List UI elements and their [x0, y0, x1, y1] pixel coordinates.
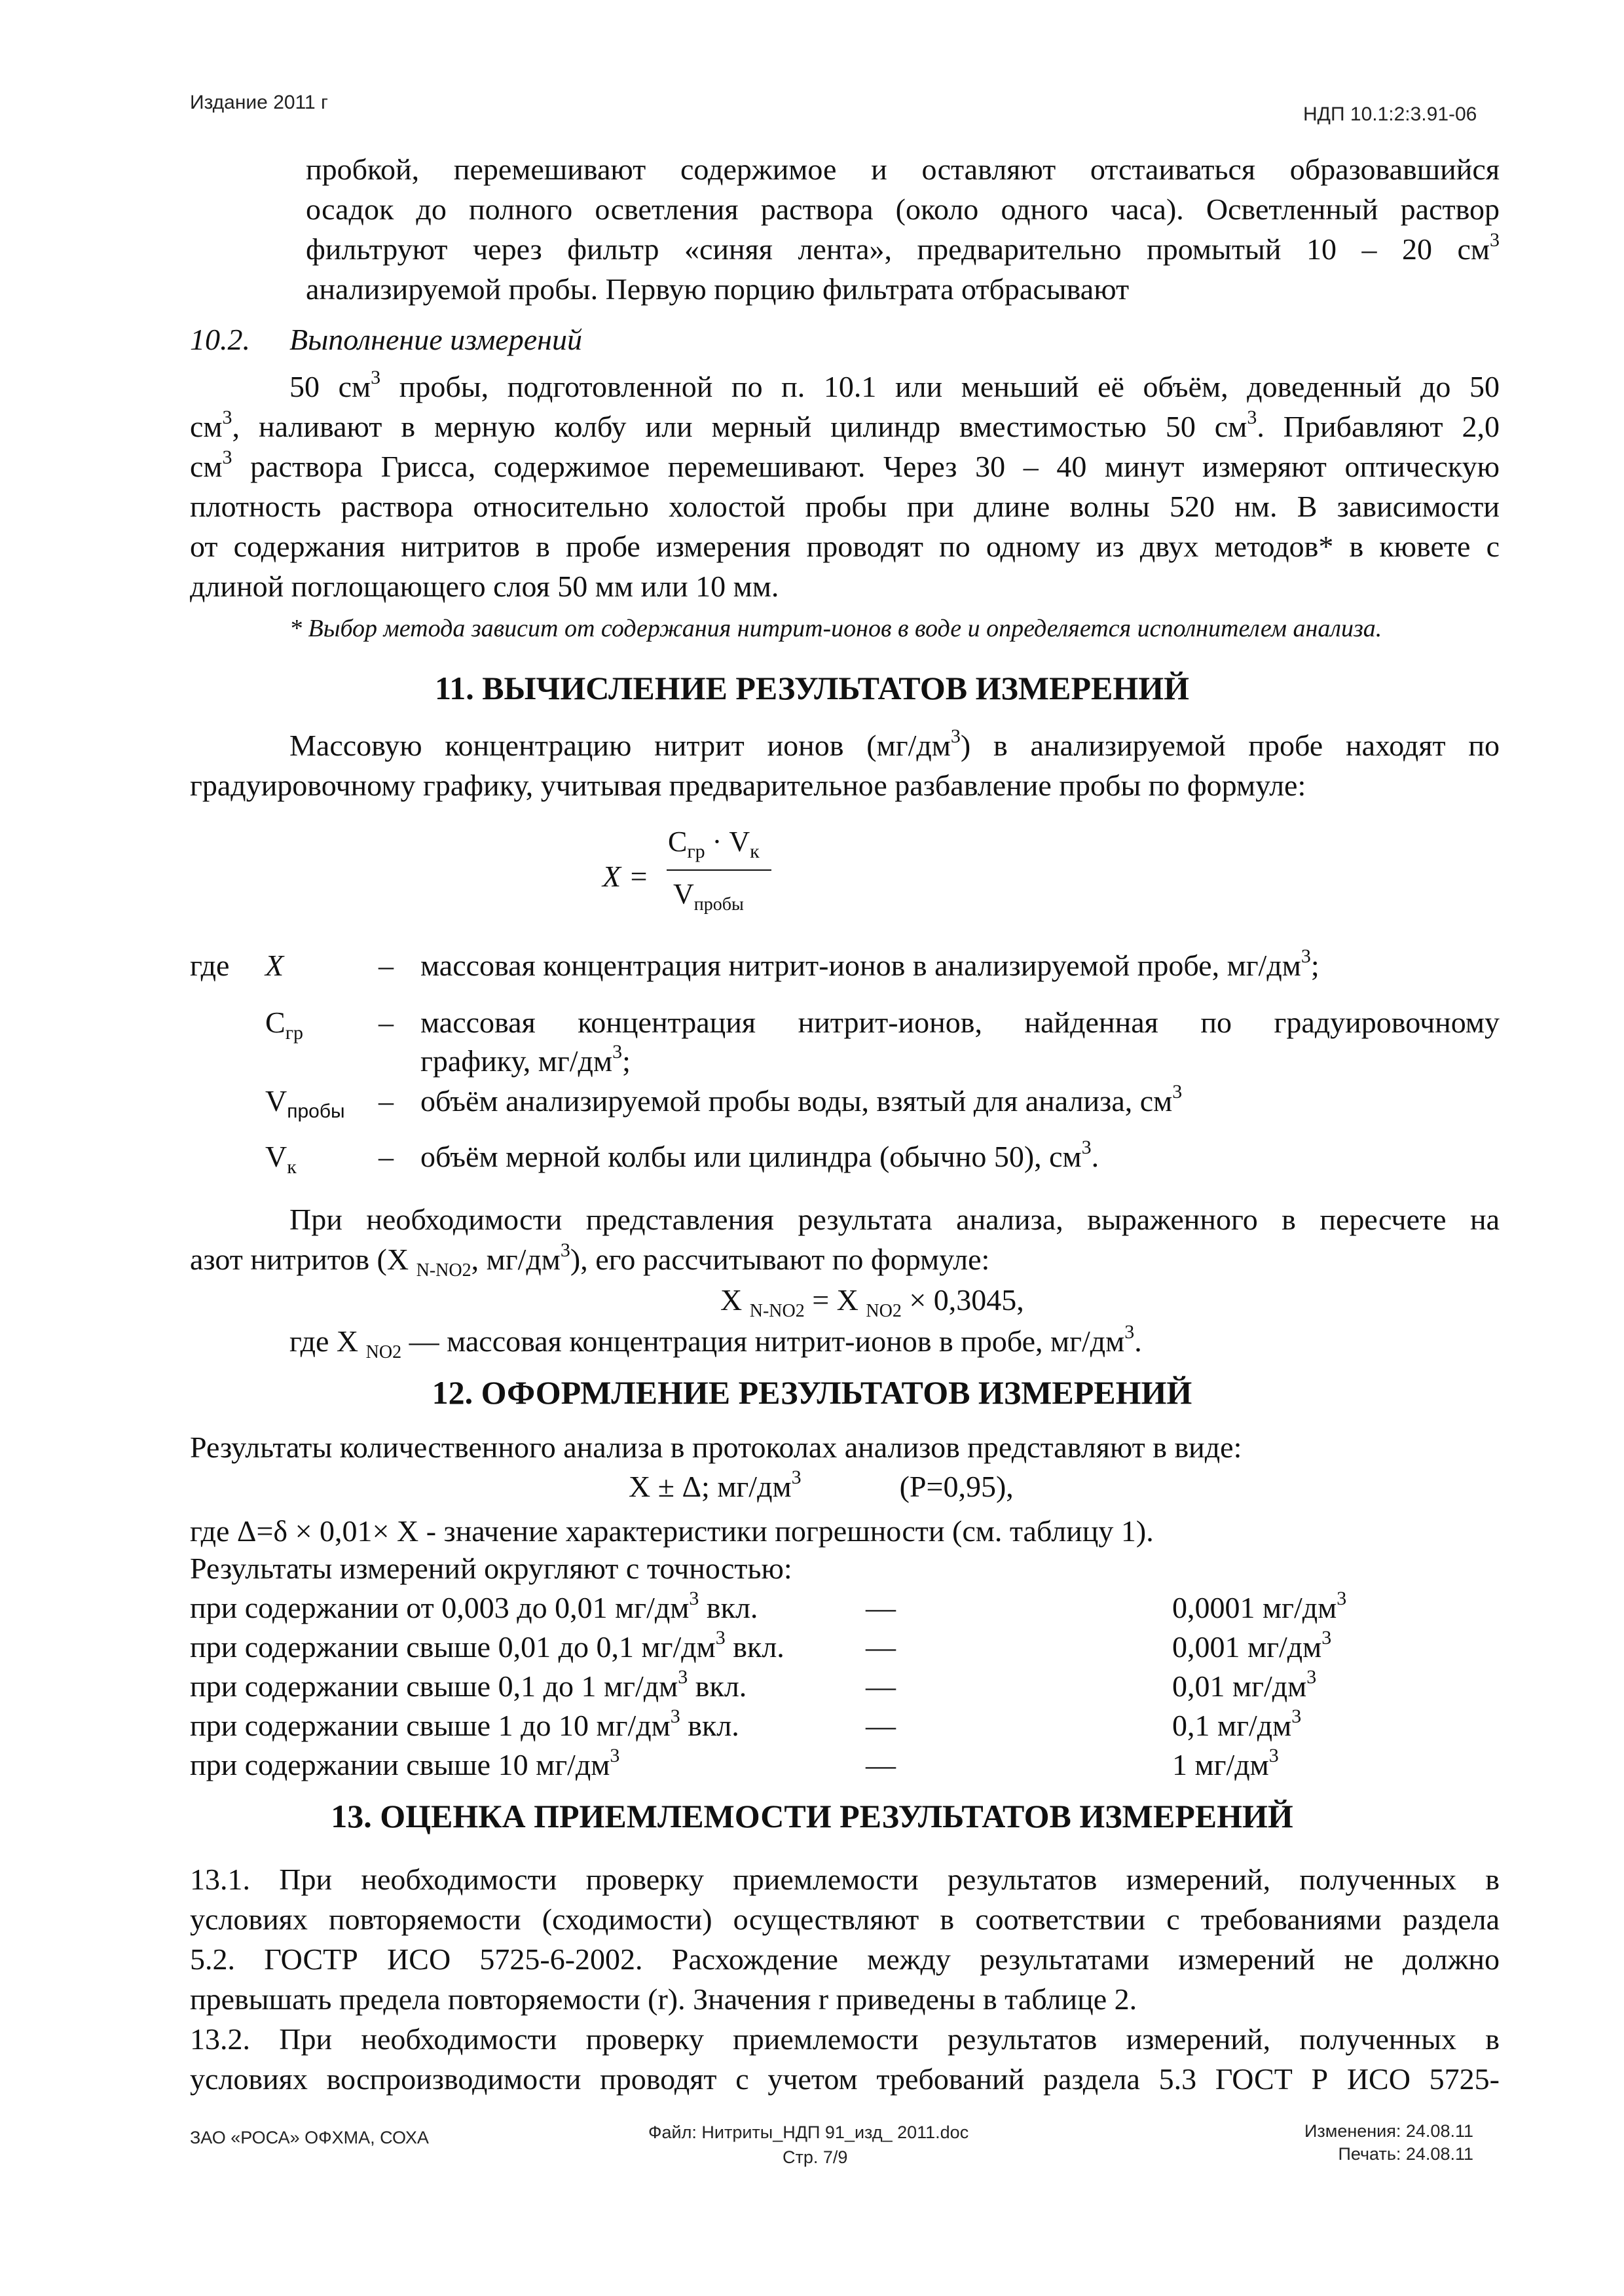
text: графику, мг/дм — [420, 1044, 613, 1078]
term-symbol — [265, 1139, 297, 1178]
paragraph-line: Результаты количественного анализа в протоколах анализов представляют в виде: — [190, 1430, 1242, 1464]
footer-print: Печать: 24.08.11 — [1338, 2144, 1473, 2164]
superscript: 3 — [791, 1467, 802, 1488]
subscript: N-NO2 — [416, 1260, 471, 1281]
formula-n-no2 — [720, 1280, 1024, 1320]
paragraph-line — [190, 367, 1500, 407]
text: объём анализируемой пробы воды, взятый для анализа, см — [420, 1084, 1173, 1118]
text: где X — [289, 1324, 366, 1358]
text: объём мерной колбы или цилиндра (обычно 50), см — [420, 1140, 1082, 1173]
header-edition: Издание 2011 г — [190, 92, 328, 113]
paragraph-line: плотность раствора относительно холостой пробы при длине волны 520 нм. В зависимости — [190, 490, 1500, 523]
subscript: NO2 — [866, 1301, 902, 1321]
text: пробы, подготовленной по п. 10.1 или меньший её объём, доведенный до 50 — [380, 370, 1500, 403]
subscript: NO2 — [365, 1342, 402, 1362]
text: . Прибавляют 2,0 — [1257, 410, 1500, 443]
rounding-value: 0,0001 $мг/дм^3$ — [1172, 1588, 1347, 1624]
paragraph-line: от содержания нитритов в пробе измерения проводят по одному из двух методов* в кювете с — [190, 530, 1500, 563]
superscript: 3 — [222, 407, 232, 428]
term-symbol — [265, 1084, 345, 1122]
term-description — [420, 1081, 1183, 1118]
symbol: V — [265, 1140, 287, 1173]
symbol: V — [265, 1084, 287, 1118]
symbol: C — [668, 826, 688, 858]
rounding-table — [190, 1588, 1388, 1784]
formula-result — [629, 1467, 1014, 1506]
superscript: 3 — [1247, 407, 1257, 428]
text: ) в анализируемой пробе находят по — [960, 729, 1500, 762]
term-dash: – — [378, 949, 394, 982]
text: раствора Грисса, содержимое перемешивают. Через 30 – 40 минут измеряют оптическую — [232, 450, 1500, 483]
rounding-dash: — — [866, 1709, 896, 1742]
section-title: Выполнение измерений — [289, 323, 582, 356]
rounding-condition: при содержании свыше 1 до 10 $мг/дм^3$ вкл. — [190, 1705, 739, 1742]
text: см — [190, 410, 223, 443]
symbol: C — [265, 1006, 286, 1039]
text: = X — [804, 1283, 866, 1317]
superscript: 3 — [612, 1041, 623, 1063]
paragraph-line — [190, 407, 1500, 446]
rounding-dash: — — [866, 1748, 896, 1781]
footer-changes: Изменения: 24.08.11 — [1304, 2121, 1473, 2141]
rounding-row — [190, 1745, 1388, 1784]
text: X — [720, 1283, 750, 1317]
formula-x — [602, 825, 786, 930]
footer-file: Файл: Нитриты_НДП 91_изд_ 2011.doc — [648, 2123, 969, 2142]
term-description — [420, 945, 1320, 983]
term-description: массовая концентрация нитрит-ионов, найденная по градуировочному — [420, 1006, 1500, 1039]
rounding-row — [190, 1666, 1388, 1705]
rounding-dash: — — [866, 1591, 896, 1624]
section-13-paragraph — [190, 1859, 1500, 2099]
text: , наливают в мерную колбу или мерный цилиндр вместимостью 50 см — [232, 410, 1247, 443]
recalc-paragraph — [190, 1199, 1500, 1279]
paragraph-line: условиях повторяемости (сходимости) осуществляют в соответствии с требованиями раздела — [190, 1903, 1500, 1936]
rounding-dash: — — [866, 1630, 896, 1664]
intro-paragraph — [306, 149, 1500, 309]
paragraph-line: При необходимости представления результата анализа, выраженного в пересчете на — [289, 1203, 1500, 1236]
paragraph-line: 13.1. При необходимости проверку приемлемости результатов измерений, полученных в — [190, 1863, 1500, 1896]
fraction-line — [667, 869, 771, 871]
formula-lhs: X = — [602, 860, 649, 893]
paragraph-line: длиной поглощающего слоя 50 мм или 10 мм. — [190, 570, 779, 603]
rounding-value: 1 $мг/дм^3$ — [1172, 1745, 1279, 1781]
text: X ± Δ; мг/дм — [629, 1470, 792, 1503]
section-heading: 12. ОФОРМЛЕНИЕ РЕЗУЛЬТАТОВ ИЗМЕРЕНИЙ — [432, 1374, 1192, 1411]
rounding-condition: при содержании свыше 0,01 до 0,1 $мг/дм^3$ вкл. — [190, 1627, 784, 1664]
text: см — [190, 450, 223, 483]
rounding-row — [190, 1588, 1388, 1627]
footer-org: ЗАО «РОСА» ОФХМА, СОХА — [190, 2128, 429, 2147]
paragraph-line: условиях воспроизводимости проводят с учетом требований раздела 5.3 ГОСТ Р ИСО 5725- — [190, 2062, 1500, 2096]
paragraph-line: где Δ=δ × 0,01× X - значение характеристики погрешности (см. таблицу 1). — [190, 1514, 1154, 1548]
intro-line: пробкой, перемешивают содержимое и оставляют отстаиваться образовавшийся — [306, 153, 1500, 186]
text: Массовую концентрацию нитрит ионов (мг/дм — [289, 729, 951, 762]
symbol: V — [673, 878, 694, 910]
rounding-value: 0,001 $мг/дм^3$ — [1172, 1627, 1332, 1664]
term-dash: – — [378, 1140, 394, 1173]
superscript: 3 — [1081, 1137, 1092, 1158]
subscript: гр — [285, 1022, 303, 1044]
paragraph-line — [190, 725, 1500, 765]
text: . — [1091, 1140, 1099, 1173]
text: ; — [622, 1044, 631, 1078]
symbol: V — [729, 826, 750, 858]
subscript: пробы — [287, 1101, 345, 1122]
section-heading: 11. ВЫЧИСЛЕНИЕ РЕЗУЛЬТАТОВ ИЗМЕРЕНИЙ — [434, 670, 1190, 706]
rounding-condition: при содержании от 0,003 до 0,01 $мг/дм^3$ вкл. — [190, 1588, 758, 1624]
rounding-row — [190, 1705, 1388, 1745]
text: × 0,3045, — [901, 1283, 1024, 1317]
text: азот нитритов (X — [190, 1243, 416, 1276]
where-label: где — [190, 949, 230, 982]
superscript: 3 — [560, 1239, 570, 1261]
superscript: 3 — [371, 367, 381, 388]
text: ), его рассчитывают по формуле: — [570, 1243, 990, 1276]
formula-denominator — [673, 877, 744, 915]
paragraph-line: превышать предела повторяемости (r). Значения r приведены в таблице 2. — [190, 1982, 1137, 2016]
header-doc-code: НДП 10.1:2:3.91-06 — [1303, 103, 1477, 125]
section-number: 10.2. — [190, 323, 250, 356]
text: 50 см — [289, 370, 371, 403]
text: массовая концентрация нитрит-ионов в анализируемой пробе, мг/дм — [420, 949, 1301, 982]
term-dash: – — [378, 1084, 394, 1118]
intro-line: анализируемой пробы. Первую порцию фильтрата отбрасывают — [306, 272, 1130, 306]
text: (P=0,95), — [899, 1470, 1014, 1503]
where-x-no2 — [289, 1321, 1142, 1361]
subscript: пробы — [693, 894, 744, 915]
section-heading: 13. ОЦЕНКА ПРИЕМЛЕМОСТИ РЕЗУЛЬТАТОВ ИЗМЕРЕНИЙ — [331, 1798, 1293, 1834]
footnote: * Выбор метода зависит от содержания нитрит-ионов в воде и определяется исполнителем анализа. — [289, 615, 1382, 642]
text: ; — [1310, 949, 1320, 982]
intro-line-text: фильтруют через фильтр «синяя лента», предварительно промытый 10 – 20 см — [306, 232, 1490, 266]
term-description — [420, 1139, 1099, 1174]
rounding-condition: при содержании свыше 10 $мг/дм^3$ — [190, 1745, 620, 1781]
superscript: 3 — [1172, 1081, 1183, 1102]
rounding-condition: при содержании свыше 0,1 до 1 $мг/дм^3$ вкл. — [190, 1666, 747, 1703]
section-11-paragraph — [190, 725, 1500, 805]
formula-numerator — [668, 825, 760, 862]
text: — массовая концентрация нитрит-ионов в пробе, мг/дм — [401, 1324, 1125, 1358]
intro-line: осадок до полного осветления раствора (около одного часа). Осветленный раствор — [306, 192, 1500, 226]
rounding-value: 0,1 $мг/дм^3$ — [1172, 1705, 1302, 1742]
paragraph-line: 13.2. При необходимости проверку приемлемости результатов измерений, полученных в — [190, 2022, 1500, 2056]
superscript: 3 — [1490, 229, 1500, 251]
term-description-cont — [420, 1041, 631, 1078]
text: , мг/дм — [471, 1243, 561, 1276]
paragraph-line: Результаты измерений округляют с точностью: — [190, 1552, 792, 1585]
term-symbol: X — [265, 949, 284, 982]
superscript: 3 — [1124, 1321, 1135, 1343]
term-dash: – — [378, 1006, 394, 1039]
intro-line — [306, 229, 1500, 269]
paragraph-line — [190, 1239, 1500, 1279]
subscript: к — [287, 1156, 297, 1178]
superscript: 3 — [1301, 945, 1311, 967]
paragraph-line: 5.2. ГОСТР ИСО 5725-6-2002. Расхождение между результатами измерений не должно — [190, 1942, 1500, 1976]
paragraph-line — [190, 446, 1500, 486]
footer-page: Стр. 7/9 — [783, 2147, 848, 2167]
subscript: к — [750, 841, 760, 862]
subscript: гр — [687, 841, 705, 862]
operator: · — [705, 826, 729, 858]
term-symbol — [265, 1005, 303, 1044]
subscript: N-NO2 — [749, 1301, 805, 1321]
rounding-value: 0,01 $мг/дм^3$ — [1172, 1666, 1317, 1703]
paragraph-line: градуировочному графику, учитывая предварительное разбавление пробы по формуле: — [190, 769, 1306, 802]
text: . — [1134, 1324, 1142, 1358]
superscript: 3 — [950, 725, 961, 747]
rounding-dash: — — [866, 1669, 896, 1703]
rounding-row — [190, 1627, 1388, 1666]
section-10-2-paragraph — [190, 367, 1500, 606]
superscript: 3 — [222, 446, 232, 468]
